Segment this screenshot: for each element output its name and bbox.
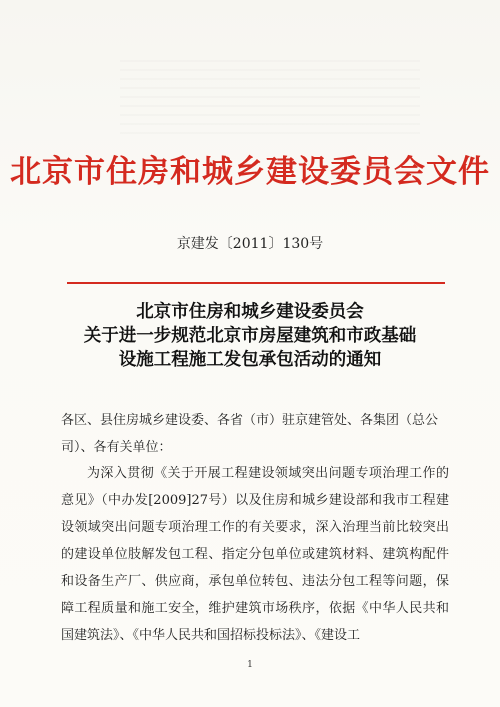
red-divider-line [67, 282, 445, 284]
show-through-bleed [120, 60, 420, 140]
recipients-line: 各区、县住房城乡建设委、各省（市）驻京建管处、各集团（总公司）、各有关单位： [61, 413, 439, 455]
notice-title [0, 300, 500, 372]
notice-title-line-2: 关于进一步规范北京市房屋建筑和市政基础 [83, 326, 417, 346]
page-number: 1 [247, 660, 253, 670]
notice-title-line-1: 北京市住房和城乡建设委员会 [136, 302, 364, 322]
notice-title-line-3: 设施工程施工发包承包活动的通知 [118, 350, 382, 370]
issuing-authority-header: 北京市住房和城乡建设委员会文件 [10, 154, 490, 190]
document-number: 京建发〔2011〕130号 [176, 236, 324, 252]
body-paragraph: 为深入贯彻《关于开展工程建设领域突出问题专项治理工作的意见》（中办发[2009]27号）以及住房和城乡建设部和我市工程建设领域突出问题专项治理工作的有关要求，深入治理当前比较突出的建设单位肢解发包工程、指定分包单位或建筑材料、建筑构配件和设备生产厂、供应商，承包单位转包、违法分包工程等问题，保障工程质量和施工安全，维护建筑市场秩序，依据《中华人民共和国建筑法》、《中华人民共和国招标投标法》、《建设工 [61, 466, 449, 643]
